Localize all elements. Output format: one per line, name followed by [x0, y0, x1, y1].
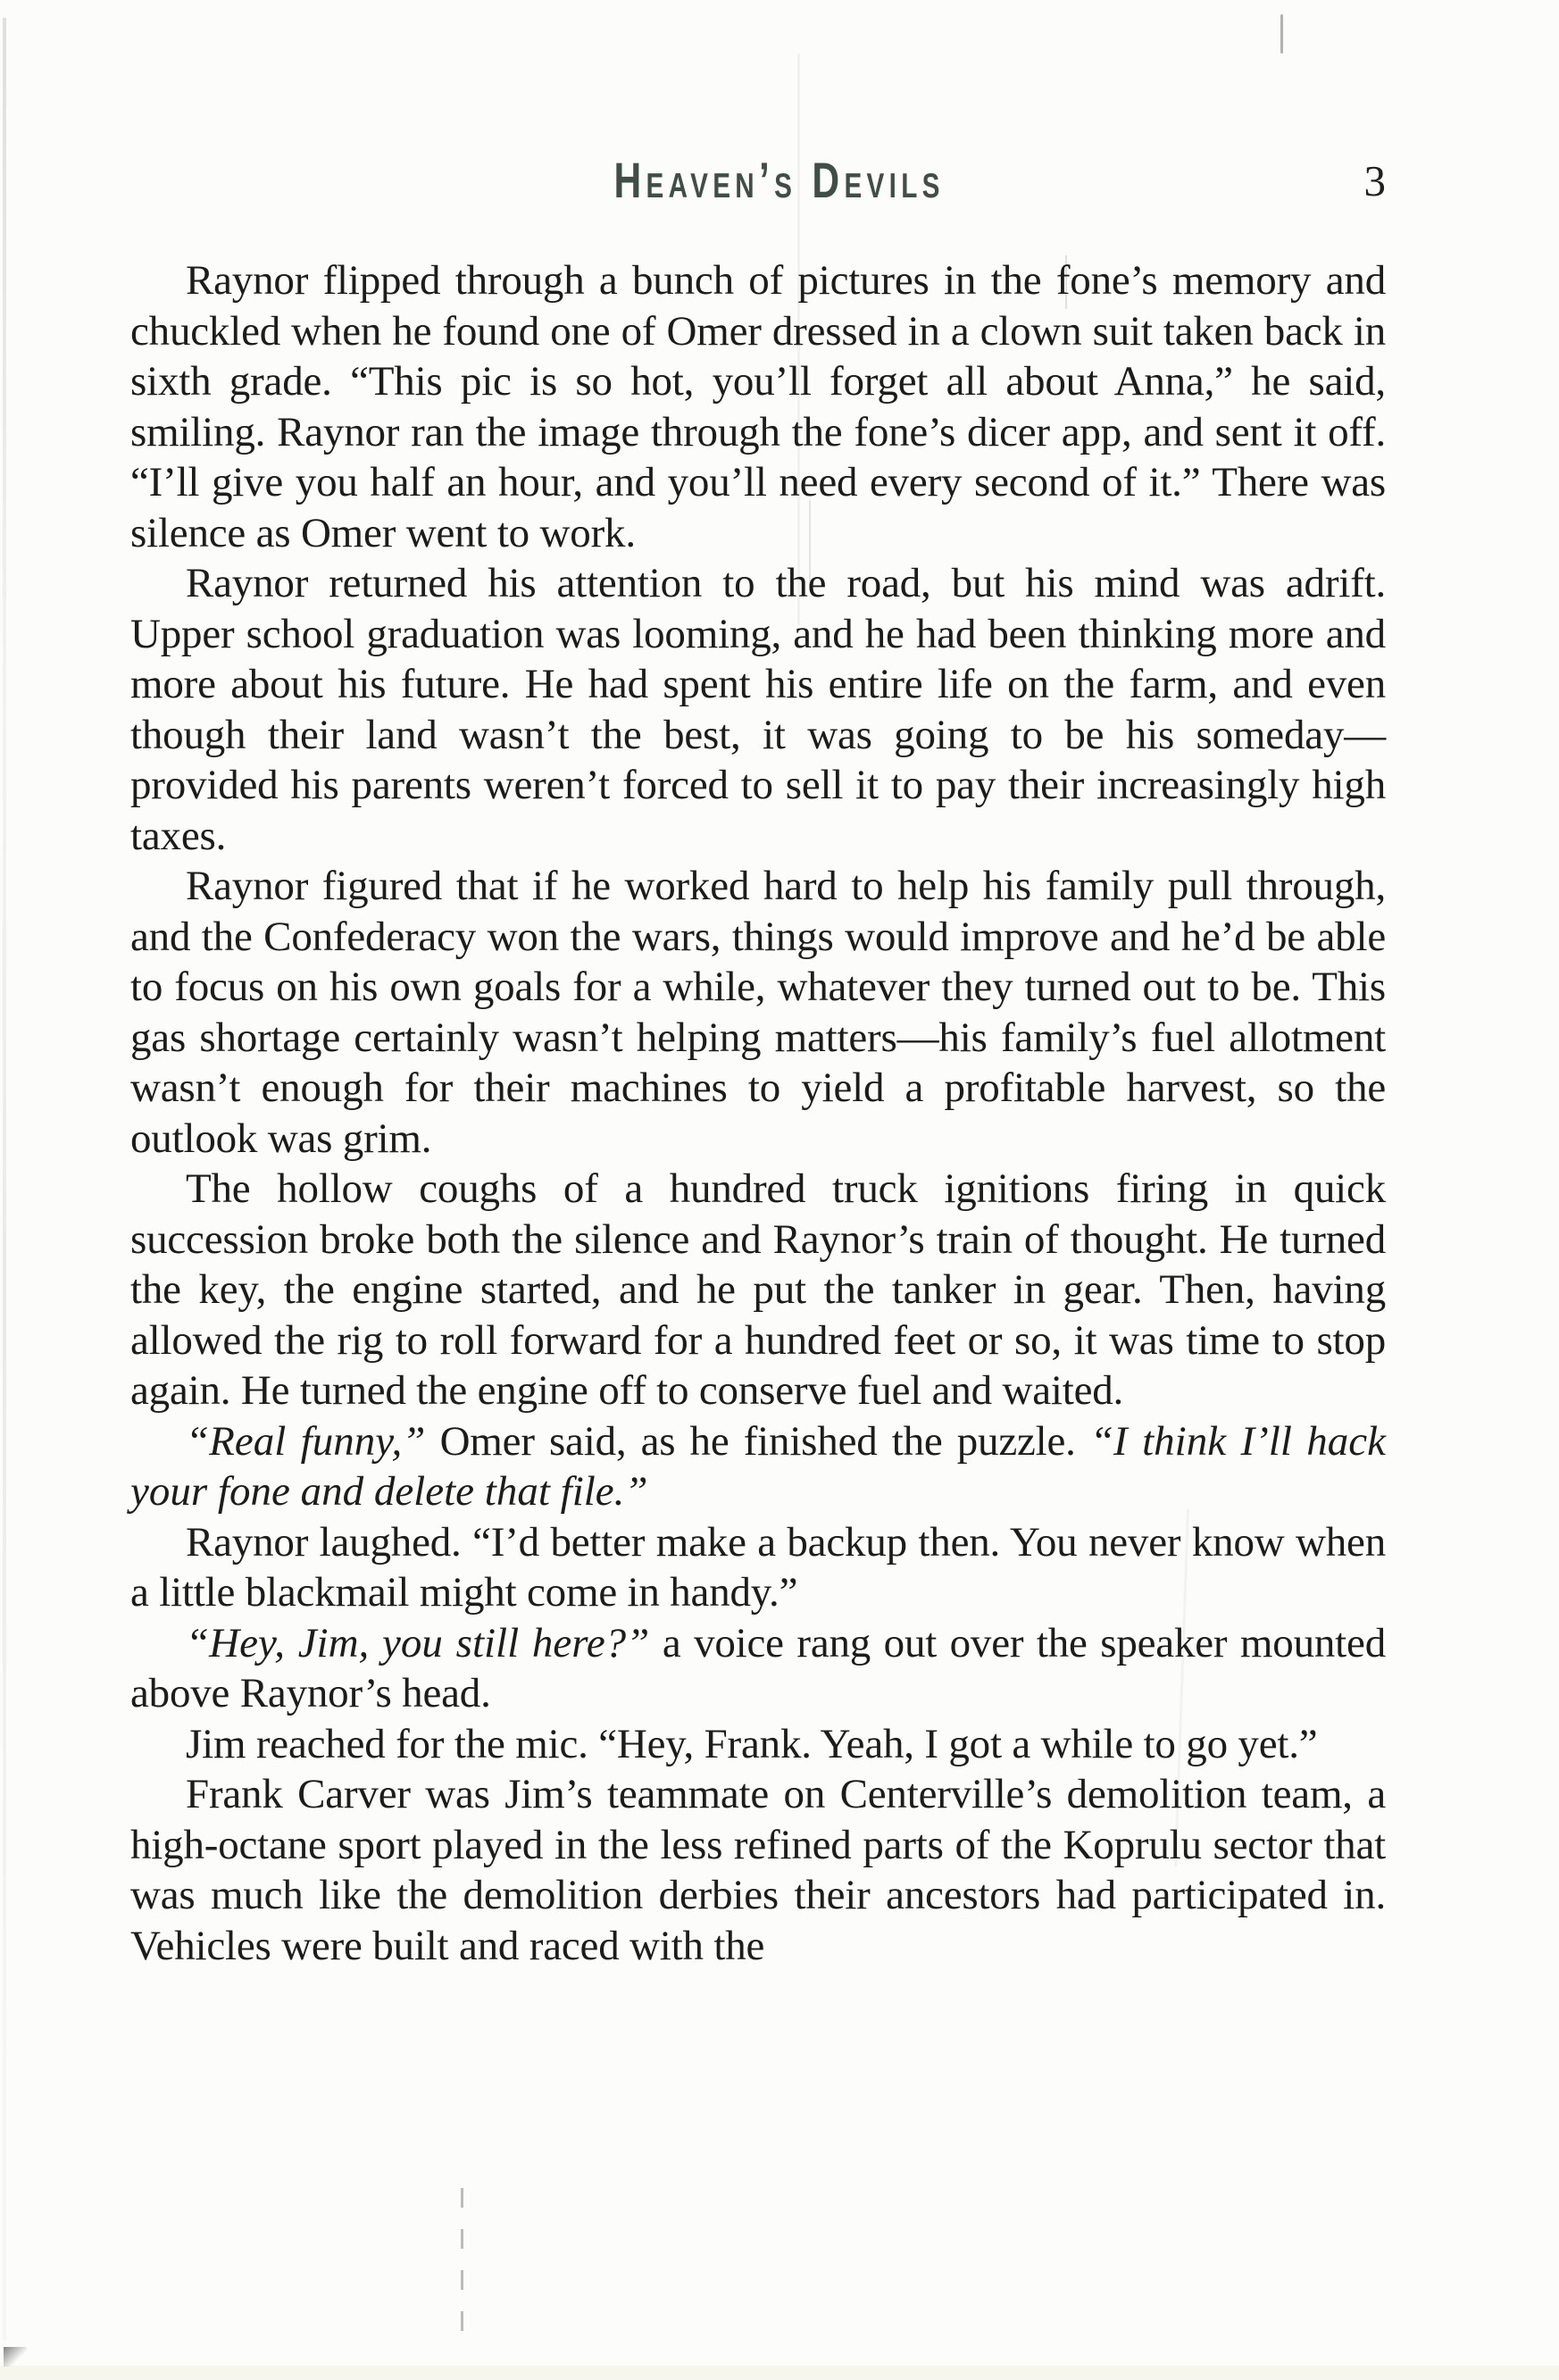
scan-artifact-corner-smudge	[4, 2347, 27, 2367]
paragraph	[130, 1517, 1386, 1618]
paragraph	[130, 1719, 1386, 1770]
scan-artifact-topright-tick	[1280, 14, 1283, 54]
body-text-segment: a voice rang out over the speaker mounted above Raynor’s head.	[130, 1619, 1386, 1716]
body-text-segment: Raynor returned his attention to the road, but his mind was adrift. Upper school graduation was looming, and he had been thinking more and more about his future. He had spent his entire life on the farm, and even though their land wasn’t the best, it was going to be his someday—provided his parents weren’t forced to sell it to pay their increasingly high taxes.	[130, 560, 1386, 859]
paragraph	[130, 861, 1386, 1164]
dialogue-italic-text: “Hey, Jim, you still here?”	[186, 1619, 650, 1666]
paragraph	[130, 1618, 1386, 1719]
scan-artifact-dotted-streak	[461, 2188, 463, 2331]
book-title-text: Heaven’s Devils	[613, 152, 946, 208]
paragraph	[130, 1769, 1386, 1971]
dialogue-italic-text: “I think I’ll hack your fone and delete that file.”	[130, 1417, 1386, 1515]
page-number: 3	[1363, 156, 1386, 205]
paragraph	[130, 1416, 1386, 1517]
body-text-segment: Omer said, as he finished the puzzle.	[425, 1417, 1090, 1465]
body-text-segment: Raynor laughed. “I’d better make a backup then. You never know when a little blackmail might come in handy.”	[130, 1518, 1386, 1616]
body-text-segment: Frank Carver was Jim’s teammate on Centerville’s demolition team, a high-octane sport played in the less refined parts of the Koprulu sector that was much like the demolition derbies their ancestors had participated in. Vehicles were built and raced with the	[130, 1771, 1386, 1969]
body-text-segment: Raynor figured that if he worked hard to help his family pull through, and the Confederacy won the wars, things would improve and he’d be able to focus on his own goals for a while, whatever they turned out to be. This gas shortage certainly wasn’t helping matters—his family’s fuel allotment wasn’t enough for their machines to yield a profitable harvest, so the outlook was grim.	[130, 863, 1386, 1162]
scan-artifact-left-edge	[3, 18, 6, 2340]
body-text-segment: Raynor flipped through a bunch of pictures in the fone’s memory and chuckled when he found one of Omer dressed in a clown suit taken back in sixth grade. “This pic is so hot, you’ll forget all about Anna,” he said, smiling. Raynor ran the image through the fone’s dicer app, and sent it off. “I’ll give you half an hour, and you’ll need every second of it.” There was silence as Omer went to work.	[130, 257, 1386, 556]
scan-artifact-bottom-tint	[0, 2366, 1559, 2380]
paragraph	[130, 558, 1386, 861]
book-title	[0, 154, 1559, 207]
body-text-segment: The hollow coughs of a hundred truck ignitions firing in quick succession broke both the silence and Raynor’s train of thought. He turned the key, the engine started, and he put the tanker in gear. Then, having allowed the rig to roll forward for a hundred feet or so, it was time to stop again. He turned the engine off to conserve fuel and waited.	[130, 1165, 1386, 1414]
body-text-segment: Jim reached for the mic. “Hey, Frank. Yeah, I got a while to go yet.”	[186, 1720, 1318, 1767]
page-body	[130, 255, 1386, 1971]
running-header	[0, 154, 1559, 211]
paragraph	[130, 1164, 1386, 1416]
paragraph	[130, 255, 1386, 558]
dialogue-italic-text: “Real funny,”	[186, 1417, 426, 1465]
